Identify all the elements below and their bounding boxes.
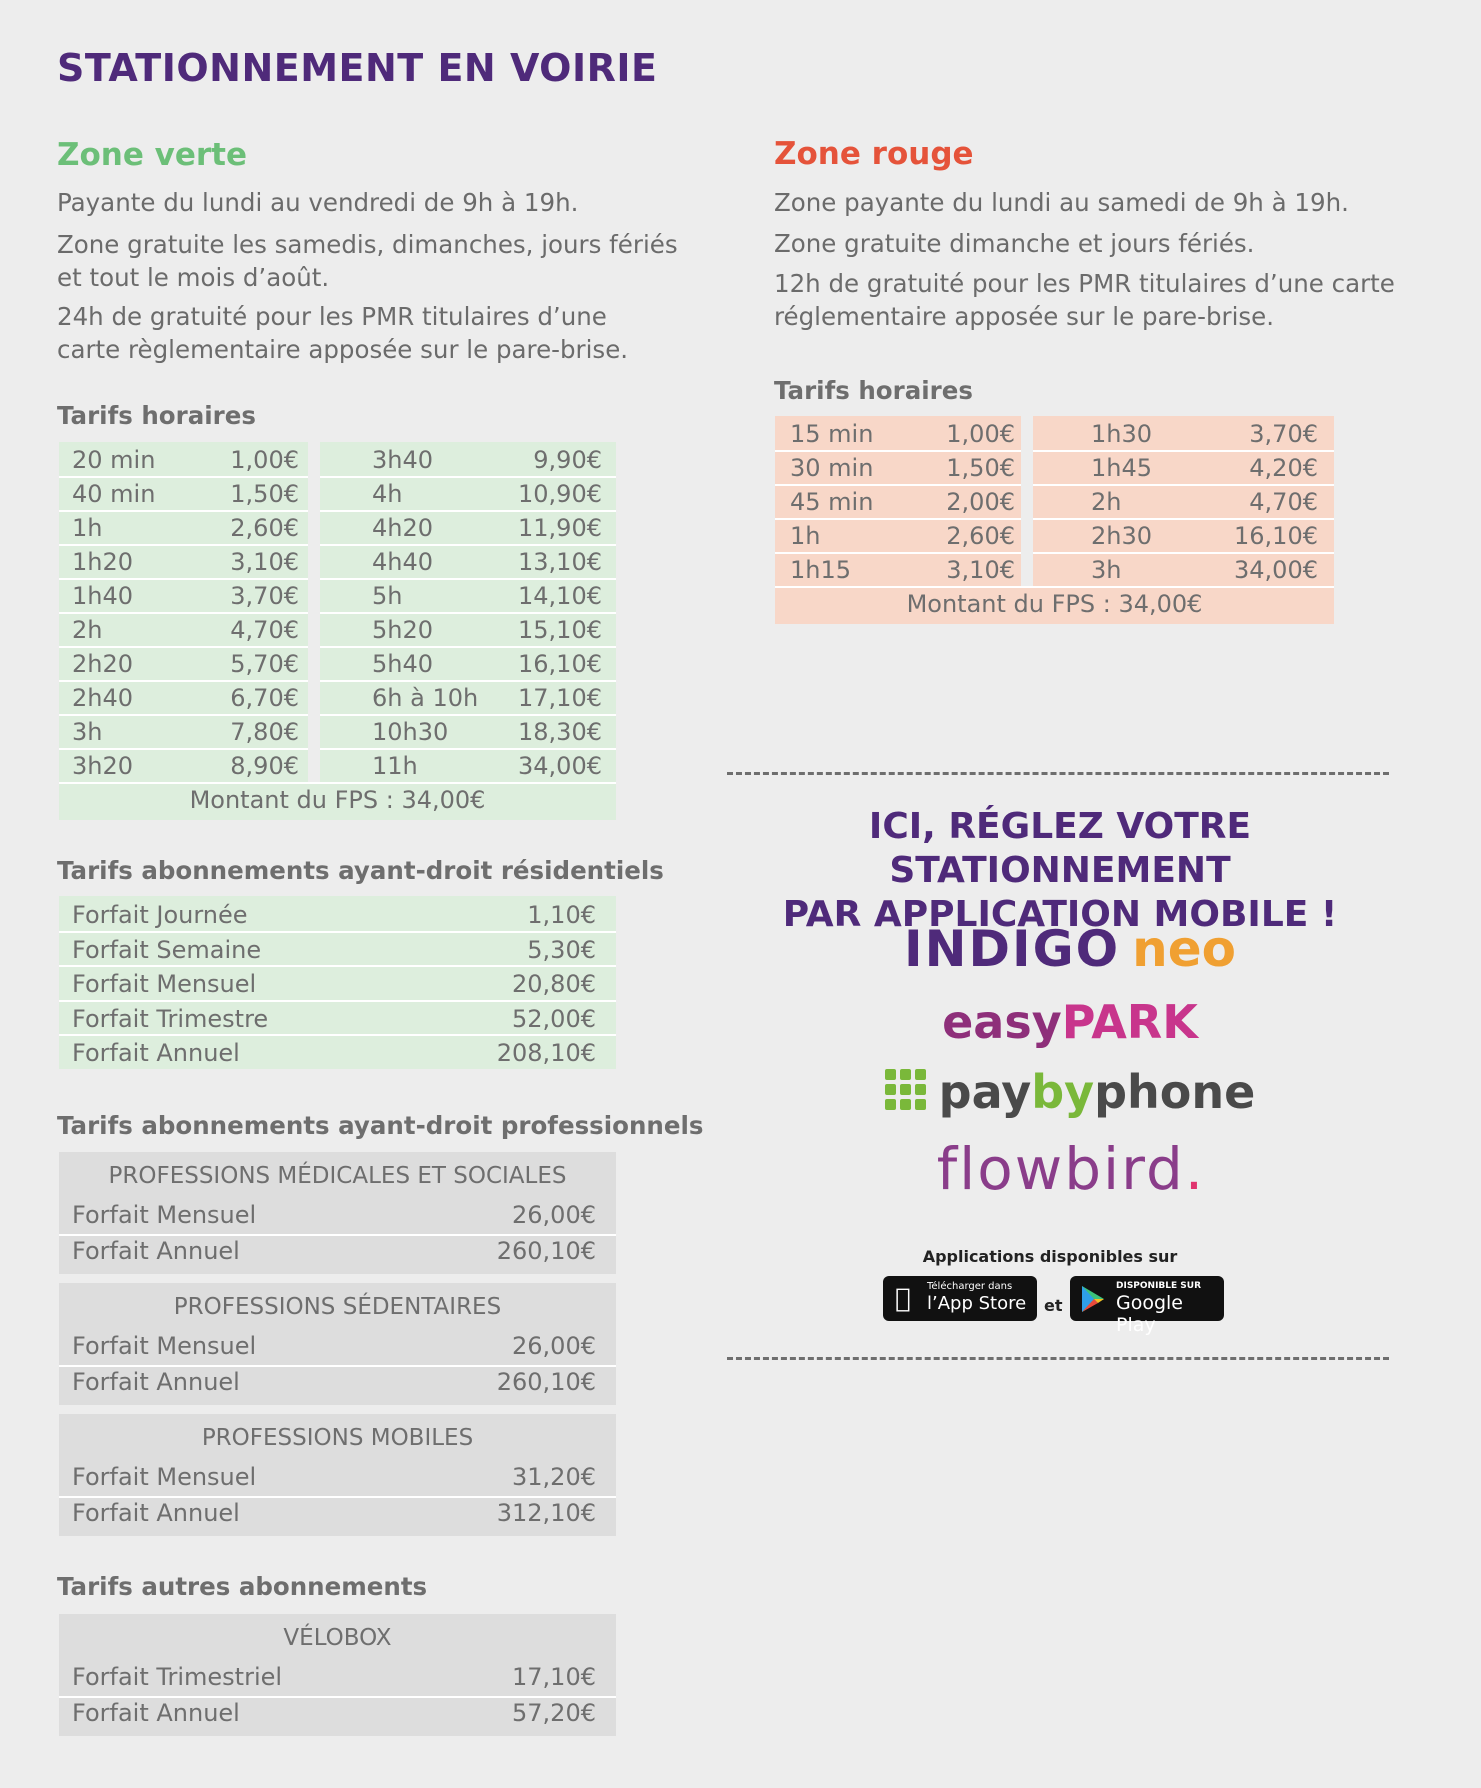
- price-cell: 4,70€: [230, 616, 299, 644]
- price-cell: 4,70€: [1249, 488, 1318, 516]
- duration-cell: 1h: [72, 514, 103, 542]
- plan-price: 5,30€: [527, 935, 596, 964]
- plan-price: 260,10€: [496, 1237, 596, 1265]
- zone-rouge-paragraph: Zone gratuite dimanche et jours fériés.: [774, 229, 1255, 258]
- duration-cell: 2h: [72, 616, 103, 644]
- duration-cell: 5h40: [372, 650, 434, 678]
- row-divider: [59, 748, 616, 750]
- row-divider: [59, 612, 616, 614]
- price-cell: 3,70€: [1249, 420, 1318, 448]
- dashed-divider: [727, 772, 1389, 775]
- and-label: et: [1044, 1296, 1063, 1315]
- price-cell: 3,70€: [230, 582, 299, 610]
- indigo-neo-logo[interactable]: INDIGO neo: [904, 920, 1236, 978]
- plan-name: Forfait Annuel: [72, 1699, 240, 1727]
- group-header: PROFESSIONS SÉDENTAIRES: [173, 1294, 502, 1320]
- google-play-badge[interactable]: DISPONIBLE SUR Google Play: [1070, 1276, 1224, 1321]
- duration-cell: 1h40: [72, 582, 134, 610]
- plan-price: 260,10€: [496, 1368, 596, 1396]
- plan-name: Forfait Mensuel: [72, 970, 257, 999]
- zone-verte-paragraph: 24h de gratuité pour les PMR titulaires d’une carte règlementaire apposée sur le pare-brise.: [57, 302, 629, 364]
- plan-price: 57,20€: [512, 1699, 596, 1727]
- price-cell: 34,00€: [1234, 556, 1318, 584]
- duration-cell: 10h30: [372, 718, 449, 746]
- plan-name: Forfait Trimestre: [72, 1004, 269, 1033]
- price-cell: 2,60€: [946, 522, 1015, 550]
- duration-cell: 45 min: [790, 488, 874, 516]
- group-header: VÉLOBOX: [283, 1625, 392, 1651]
- duration-cell: 15 min: [790, 420, 874, 448]
- price-cell: 7,80€: [230, 718, 299, 746]
- price-cell: 5,70€: [230, 650, 299, 678]
- plan-name: Forfait Semaine: [72, 935, 262, 964]
- price-cell: 9,90€: [533, 446, 602, 474]
- price-cell: 17,10€: [518, 684, 602, 712]
- zone-rouge-title: Zone rouge: [774, 136, 974, 172]
- plan-name: Forfait Mensuel: [72, 1463, 257, 1491]
- row-divider: [775, 450, 1334, 452]
- price-cell: 34,00€: [518, 752, 602, 780]
- column-gap: [1021, 416, 1033, 586]
- duration-cell: 4h: [372, 480, 403, 508]
- duration-cell: 3h: [72, 718, 103, 746]
- plan-name: Forfait Mensuel: [72, 1332, 257, 1360]
- price-cell: 16,10€: [1234, 522, 1318, 550]
- price-cell: 1,50€: [230, 480, 299, 508]
- duration-cell: 30 min: [790, 454, 874, 482]
- duration-cell: 2h30: [1091, 522, 1153, 550]
- plan-name: Forfait Annuel: [72, 1039, 240, 1068]
- plan-name: Forfait Annuel: [72, 1237, 240, 1265]
- price-cell: 18,30€: [518, 718, 602, 746]
- group-header: PROFESSIONS MOBILES: [201, 1425, 474, 1451]
- row-divider: [59, 510, 616, 512]
- plan-price: 26,00€: [512, 1201, 596, 1229]
- duration-cell: 4h40: [372, 548, 434, 576]
- duration-cell: 2h20: [72, 650, 134, 678]
- row-divider: [775, 484, 1334, 486]
- price-cell: 15,10€: [518, 616, 602, 644]
- row-divider: [775, 518, 1334, 520]
- row-divider: [59, 578, 616, 580]
- plan-price: 26,00€: [512, 1332, 596, 1360]
- row-divider: [59, 965, 616, 967]
- plan-price: 31,20€: [512, 1463, 596, 1491]
- row-divider: [59, 680, 616, 682]
- zone-rouge-hourly-title: Tarifs horaires: [774, 376, 973, 405]
- price-cell: 2,60€: [230, 514, 299, 542]
- zone-verte-title: Zone verte: [57, 137, 248, 173]
- row-divider: [59, 1234, 616, 1236]
- row-divider: [59, 476, 616, 478]
- duration-cell: 2h: [1091, 488, 1122, 516]
- duration-cell: 11h: [372, 752, 418, 780]
- plan-name: Forfait Mensuel: [72, 1201, 257, 1229]
- zone-verte-hourly-title: Tarifs horaires: [57, 401, 256, 430]
- price-cell: 13,10€: [518, 548, 602, 576]
- duration-cell: 1h20: [72, 548, 134, 576]
- duration-cell: 5h: [372, 582, 403, 610]
- duration-cell: 4h20: [372, 514, 434, 542]
- row-divider: [59, 646, 616, 648]
- plan-name: Forfait Annuel: [72, 1368, 240, 1396]
- zone-rouge-paragraph: 12h de gratuité pour les PMR titulaires d’une carte réglementaire apposée sur le pare-brise.: [774, 269, 1395, 331]
- column-gap: [308, 442, 320, 782]
- price-cell: 6,70€: [230, 684, 299, 712]
- professional-title: Tarifs abonnements ayant-droit professionnels: [57, 1111, 704, 1140]
- duration-cell: 1h30: [1091, 420, 1153, 448]
- price-cell: 3,10€: [946, 556, 1015, 584]
- price-cell: 8,90€: [230, 752, 299, 780]
- plan-price: 20,80€: [512, 970, 596, 999]
- plan-name: Forfait Annuel: [72, 1499, 240, 1527]
- price-cell: 16,10€: [518, 650, 602, 678]
- paybyphone-logo[interactable]: paybyphone: [870, 1065, 1270, 1119]
- row-divider: [59, 1496, 616, 1498]
- plan-name: Forfait Journée: [72, 901, 248, 929]
- row-divider: [59, 1696, 616, 1698]
- duration-cell: 20 min: [72, 446, 156, 474]
- row-divider: [775, 586, 1334, 588]
- duration-cell: 3h20: [72, 752, 134, 780]
- zone-verte-paragraph: Payante du lundi au vendredi de 9h à 19h.: [57, 188, 579, 217]
- play-icon: [1080, 1284, 1106, 1318]
- plan-price: 17,10€: [512, 1663, 596, 1691]
- duration-cell: 3h40: [372, 446, 434, 474]
- row-divider: [59, 714, 616, 716]
- plan-price: 1,10€: [527, 901, 596, 929]
- keypad-icon: [885, 1069, 927, 1115]
- plan-price: 312,10€: [496, 1499, 596, 1527]
- fps-amount: Montant du FPS : 34,00€: [906, 590, 1203, 618]
- plan-price: 52,00€: [512, 1004, 596, 1033]
- duration-cell: 1h: [790, 522, 821, 550]
- row-divider: [59, 544, 616, 546]
- duration-cell: 5h20: [372, 616, 434, 644]
- dashed-divider: [727, 1357, 1389, 1360]
- duration-cell: 2h40: [72, 684, 134, 712]
- zone-rouge-paragraph: Zone payante du lundi au samedi de 9h à 19h.: [774, 188, 1349, 217]
- easypark-logo[interactable]: easyPARK: [942, 995, 1198, 1049]
- page-title: STATIONNEMENT EN VOIRIE: [57, 46, 658, 90]
- price-cell: 3,10€: [230, 548, 299, 576]
- row-divider: [59, 1000, 616, 1002]
- group-header: PROFESSIONS MÉDICALES ET SOCIALES: [108, 1163, 567, 1189]
- duration-cell: 1h45: [1091, 454, 1153, 482]
- apple-icon: [895, 1284, 911, 1314]
- row-divider: [59, 931, 616, 933]
- duration-cell: 1h15: [790, 556, 852, 584]
- other-title: Tarifs autres abonnements: [57, 1572, 428, 1601]
- duration-cell: 40 min: [72, 480, 156, 508]
- app-store-badge[interactable]: Télécharger dans l’App Store: [883, 1276, 1037, 1321]
- plan-name: Forfait Trimestriel: [72, 1663, 283, 1691]
- price-cell: 2,00€: [946, 488, 1015, 516]
- residential-title: Tarifs abonnements ayant-droit résidentiels: [57, 856, 664, 885]
- price-cell: 1,00€: [946, 420, 1015, 448]
- flowbird-logo[interactable]: flowbird.: [936, 1135, 1204, 1203]
- zone-verte-paragraph: Zone gratuite les samedis, dimanches, jours fériés et tout le mois d’août.: [57, 230, 678, 292]
- row-divider: [775, 552, 1334, 554]
- row-divider: [59, 1034, 616, 1036]
- fps-amount: Montant du FPS : 34,00€: [189, 786, 486, 814]
- row-divider: [59, 782, 616, 784]
- price-cell: 1,50€: [946, 454, 1015, 482]
- duration-cell: 6h à 10h: [372, 684, 479, 712]
- duration-cell: 3h: [1091, 556, 1122, 584]
- price-cell: 1,00€: [230, 446, 299, 474]
- price-cell: 14,10€: [518, 582, 602, 610]
- promo-heading: ICI, RÉGLEZ VOTRE STATIONNEMENT PAR APPLICATION MOBILE !: [782, 806, 1338, 935]
- price-cell: 4,20€: [1249, 454, 1318, 482]
- row-divider: [59, 1365, 616, 1367]
- price-cell: 10,90€: [518, 480, 602, 508]
- price-cell: 11,90€: [518, 514, 602, 542]
- plan-price: 208,10€: [496, 1039, 596, 1068]
- apps-available-label: Applications disponibles sur: [922, 1247, 1178, 1266]
